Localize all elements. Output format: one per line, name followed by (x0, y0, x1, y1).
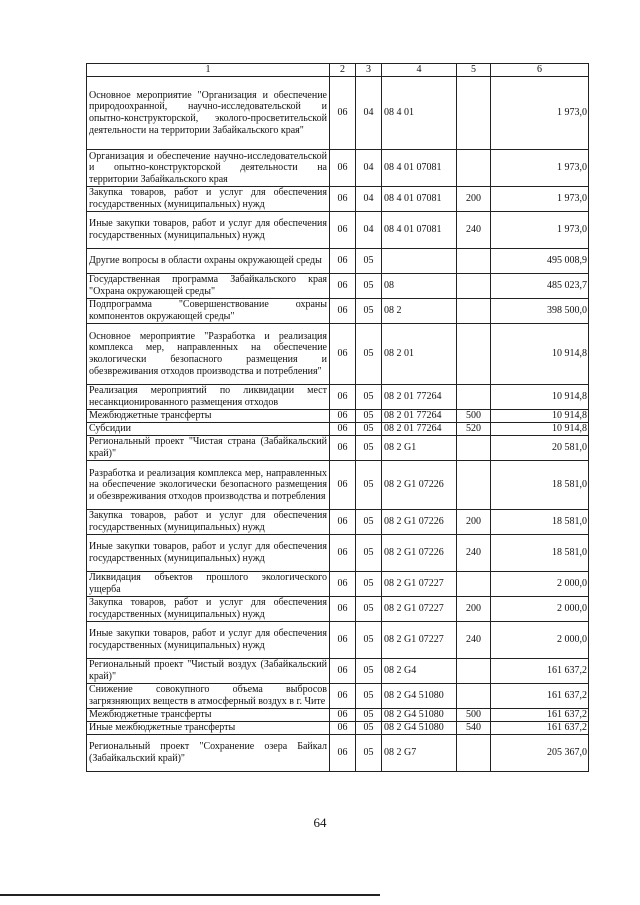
cell-description: Ликвидация объектов прошлого экологического ущерба (87, 572, 330, 597)
cell-target-article: 08 2 G1 07227 (382, 622, 457, 659)
table-row (87, 535, 589, 572)
cell-section: 06 (330, 249, 356, 274)
cell-target-article: 08 4 01 07081 (382, 187, 457, 212)
cell-expense-type: 200 (457, 187, 491, 212)
cell-amount: 10 914,8 (491, 423, 589, 436)
column-header-3: 3 (356, 64, 382, 77)
cell-section: 06 (330, 597, 356, 622)
cell-amount: 485 023,7 (491, 274, 589, 299)
cell-subsection: 05 (356, 410, 382, 423)
cell-description: Другие вопросы в области охраны окружающей среды (87, 249, 330, 274)
cell-expense-type: 240 (457, 622, 491, 659)
table-row (87, 150, 589, 187)
cell-description: Иные закупки товаров, работ и услуг для обеспечения государственных (муниципальных) нужд (87, 212, 330, 249)
cell-target-article: 08 2 G4 51080 (382, 684, 457, 709)
cell-expense-type (457, 659, 491, 684)
cell-target-article: 08 (382, 274, 457, 299)
cell-expense-type: 500 (457, 410, 491, 423)
cell-subsection: 05 (356, 572, 382, 597)
cell-target-article (382, 249, 457, 274)
cell-subsection: 05 (356, 274, 382, 299)
cell-subsection: 05 (356, 659, 382, 684)
cell-description: Межбюджетные трансферты (87, 410, 330, 423)
cell-subsection: 05 (356, 709, 382, 722)
cell-subsection: 05 (356, 535, 382, 572)
cell-subsection: 05 (356, 622, 382, 659)
cell-description: Организация и обеспечение научно-исследовательской и опытно-конструкторской деятельности на территории Забайкальского края (87, 150, 330, 187)
cell-subsection: 05 (356, 510, 382, 535)
cell-description: Реализация мероприятий по ликвидации мест несанкционированного размещения отходов (87, 385, 330, 410)
footer-rule (0, 894, 380, 896)
cell-description: Закупка товаров, работ и услуг для обеспечения государственных (муниципальных) нужд (87, 597, 330, 622)
table-row (87, 461, 589, 510)
cell-amount: 161 637,2 (491, 659, 589, 684)
table-row (87, 299, 589, 324)
cell-section: 06 (330, 461, 356, 510)
table-header-row (87, 64, 589, 77)
cell-description: Иные межбюджетные трансферты (87, 722, 330, 735)
cell-target-article: 08 2 01 77264 (382, 385, 457, 410)
cell-amount: 18 581,0 (491, 535, 589, 572)
cell-expense-type: 240 (457, 212, 491, 249)
cell-amount: 20 581,0 (491, 436, 589, 461)
cell-section: 06 (330, 150, 356, 187)
cell-description: Региональный проект "Чистый воздух (Забайкальский край)" (87, 659, 330, 684)
cell-expense-type (457, 385, 491, 410)
cell-expense-type (457, 150, 491, 187)
cell-amount: 10 914,8 (491, 385, 589, 410)
cell-amount: 161 637,2 (491, 709, 589, 722)
cell-target-article: 08 2 G7 (382, 735, 457, 772)
cell-description: Разработка и реализация комплекса мер, направленных на обеспечение экологически безопасного размещения и обезвреживания отходов производства и потребления (87, 461, 330, 510)
cell-subsection: 05 (356, 299, 382, 324)
cell-section: 06 (330, 385, 356, 410)
cell-expense-type (457, 684, 491, 709)
cell-target-article: 08 2 G1 07226 (382, 535, 457, 572)
cell-subsection: 05 (356, 249, 382, 274)
cell-target-article: 08 2 G1 07226 (382, 461, 457, 510)
cell-subsection: 05 (356, 385, 382, 410)
table-row (87, 385, 589, 410)
table-row (87, 77, 589, 150)
table-row (87, 735, 589, 772)
column-header-4: 4 (382, 64, 457, 77)
cell-section: 06 (330, 187, 356, 212)
cell-expense-type: 200 (457, 597, 491, 622)
cell-expense-type: 540 (457, 722, 491, 735)
cell-description: Региональный проект "Чистая страна (Забайкальский край)" (87, 436, 330, 461)
cell-expense-type (457, 572, 491, 597)
cell-description: Межбюджетные трансферты (87, 709, 330, 722)
cell-section: 06 (330, 436, 356, 461)
cell-section: 06 (330, 274, 356, 299)
cell-expense-type (457, 461, 491, 510)
cell-subsection: 05 (356, 735, 382, 772)
cell-description: Подпрограмма "Совершенствование охраны компонентов окружающей среды" (87, 299, 330, 324)
cell-target-article: 08 4 01 07081 (382, 150, 457, 187)
cell-target-article: 08 4 01 (382, 77, 457, 150)
cell-section: 06 (330, 299, 356, 324)
cell-description: Субсидии (87, 423, 330, 436)
cell-subsection: 05 (356, 722, 382, 735)
table-row (87, 436, 589, 461)
cell-amount: 1 973,0 (491, 150, 589, 187)
cell-expense-type: 520 (457, 423, 491, 436)
cell-expense-type (457, 249, 491, 274)
table-row (87, 410, 589, 423)
cell-section: 06 (330, 535, 356, 572)
cell-subsection: 04 (356, 187, 382, 212)
cell-amount: 1 973,0 (491, 77, 589, 150)
cell-section: 06 (330, 572, 356, 597)
cell-subsection: 05 (356, 423, 382, 436)
cell-amount: 2 000,0 (491, 597, 589, 622)
cell-subsection: 05 (356, 684, 382, 709)
cell-section: 06 (330, 324, 356, 385)
table-row (87, 722, 589, 735)
cell-description: Закупка товаров, работ и услуг для обеспечения государственных (муниципальных) нужд (87, 510, 330, 535)
cell-amount: 495 008,9 (491, 249, 589, 274)
cell-section: 06 (330, 722, 356, 735)
cell-target-article: 08 2 G1 07227 (382, 572, 457, 597)
budget-table (86, 63, 589, 772)
cell-amount: 10 914,8 (491, 324, 589, 385)
cell-amount: 18 581,0 (491, 461, 589, 510)
cell-amount: 10 914,8 (491, 410, 589, 423)
cell-amount: 1 973,0 (491, 212, 589, 249)
cell-subsection: 05 (356, 436, 382, 461)
cell-description: Снижение совокупного объема выбросов загрязняющих веществ в атмосферный воздух в г. Чите (87, 684, 330, 709)
cell-expense-type (457, 324, 491, 385)
table-row (87, 709, 589, 722)
cell-amount: 18 581,0 (491, 510, 589, 535)
column-header-2: 2 (330, 64, 356, 77)
table-row (87, 249, 589, 274)
cell-description: Региональный проект "Сохранение озера Байкал (Забайкальский край)" (87, 735, 330, 772)
cell-amount: 398 500,0 (491, 299, 589, 324)
cell-target-article: 08 2 01 77264 (382, 423, 457, 436)
cell-description: Государственная программа Забайкальского края "Охрана окружающей среды" (87, 274, 330, 299)
cell-section: 06 (330, 709, 356, 722)
table-row (87, 324, 589, 385)
table-row (87, 572, 589, 597)
cell-description: Закупка товаров, работ и услуг для обеспечения государственных (муниципальных) нужд (87, 187, 330, 212)
cell-section: 06 (330, 423, 356, 436)
column-header-5: 5 (457, 64, 491, 77)
table-row (87, 274, 589, 299)
cell-expense-type (457, 735, 491, 772)
cell-section: 06 (330, 622, 356, 659)
cell-target-article: 08 2 G1 07226 (382, 510, 457, 535)
cell-description: Иные закупки товаров, работ и услуг для обеспечения государственных (муниципальных) нужд (87, 622, 330, 659)
table-row (87, 659, 589, 684)
cell-subsection: 04 (356, 77, 382, 150)
table-row (87, 187, 589, 212)
page-number: 64 (313, 815, 327, 830)
cell-section: 06 (330, 410, 356, 423)
cell-expense-type (457, 299, 491, 324)
cell-section: 06 (330, 77, 356, 150)
cell-amount: 161 637,2 (491, 684, 589, 709)
table-row (87, 212, 589, 249)
column-header-1: 1 (87, 64, 330, 77)
table-row (87, 622, 589, 659)
cell-section: 06 (330, 735, 356, 772)
cell-amount: 1 973,0 (491, 187, 589, 212)
cell-expense-type: 240 (457, 535, 491, 572)
cell-expense-type: 200 (457, 510, 491, 535)
cell-target-article: 08 2 G1 (382, 436, 457, 461)
cell-target-article: 08 2 G4 (382, 659, 457, 684)
cell-subsection: 05 (356, 461, 382, 510)
cell-target-article: 08 2 G1 07227 (382, 597, 457, 622)
cell-expense-type (457, 77, 491, 150)
column-header-6: 6 (491, 64, 589, 77)
cell-target-article: 08 2 G4 51080 (382, 709, 457, 722)
cell-description: Основное мероприятие "Разработка и реализация комплекса мер, направленных на обеспечение экологически безопасного размещения и обезвреживания отходов производства и потребления" (87, 324, 330, 385)
cell-subsection: 04 (356, 212, 382, 249)
cell-amount: 2 000,0 (491, 572, 589, 597)
cell-target-article: 08 2 (382, 299, 457, 324)
cell-section: 06 (330, 684, 356, 709)
cell-subsection: 05 (356, 597, 382, 622)
table-row (87, 423, 589, 436)
cell-section: 06 (330, 212, 356, 249)
cell-section: 06 (330, 659, 356, 684)
cell-description: Иные закупки товаров, работ и услуг для обеспечения государственных (муниципальных) нужд (87, 535, 330, 572)
table-row (87, 510, 589, 535)
cell-expense-type (457, 436, 491, 461)
table-row (87, 597, 589, 622)
cell-amount: 161 637,2 (491, 722, 589, 735)
cell-subsection: 04 (356, 150, 382, 187)
cell-target-article: 08 2 01 77264 (382, 410, 457, 423)
cell-amount: 205 367,0 (491, 735, 589, 772)
budget-table-body (87, 64, 589, 772)
cell-target-article: 08 2 G4 51080 (382, 722, 457, 735)
cell-target-article: 08 2 01 (382, 324, 457, 385)
cell-target-article: 08 4 01 07081 (382, 212, 457, 249)
cell-expense-type: 500 (457, 709, 491, 722)
table-row (87, 684, 589, 709)
cell-expense-type (457, 274, 491, 299)
cell-amount: 2 000,0 (491, 622, 589, 659)
cell-section: 06 (330, 510, 356, 535)
cell-subsection: 05 (356, 324, 382, 385)
cell-description: Основное мероприятие "Организация и обеспечение природоохранной, научно-исследовательской и опытно-конструкторской, эколого-просветительской деятельности на территории Забайкальского края" (87, 77, 330, 150)
